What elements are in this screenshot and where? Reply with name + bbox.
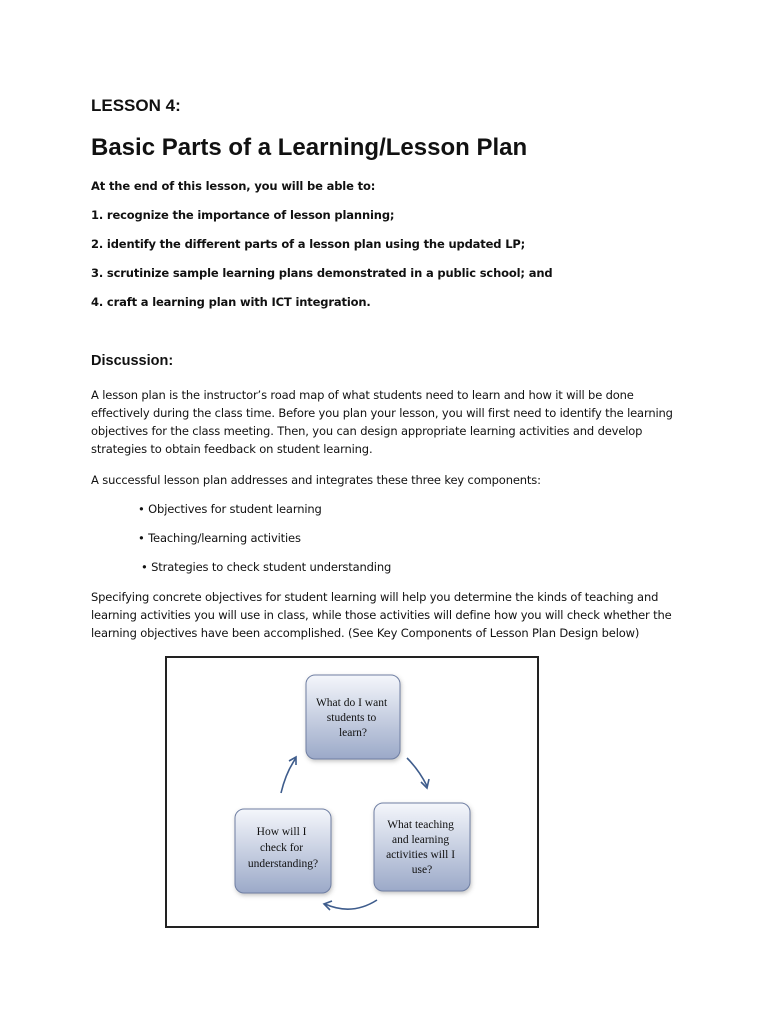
discussion-paragraph: A lesson plan is the instructor’s road map of what students need to learn and how it will be done effectively during the class time. Before you plan your lesson, you will first need to identify the learning objectives for the class meeting. Then, you can design appropriate learning activities and develop strategies to obtain feedback on student learning. — [91, 388, 673, 456]
bullet-item: • Strategies to check student understanding — [141, 560, 392, 574]
diagram-node-text: use? — [411, 864, 433, 876]
objective-item: 4. craft a learning plan with ICT integration. — [91, 295, 371, 309]
diagram-node-check — [235, 809, 331, 893]
cycle-arrow-icon — [407, 758, 429, 788]
diagram-node-text: check for — [260, 842, 304, 854]
objectives-intro: At the end of this lesson, you will be able to: — [91, 179, 376, 193]
discussion-heading: Discussion: — [91, 353, 174, 369]
diagram-node-text: activities will I — [386, 849, 456, 861]
diagram-node-activities — [374, 803, 470, 891]
diagram-node-learn — [306, 675, 400, 759]
discussion-paragraph: Specifying concrete objectives for student learning will help you determine the kinds of teaching and learning activities you will use in class, while those activities will define how you will check whether the learning objectives have been accomplished. (See Key Components of Lesson Plan Design below) — [91, 590, 672, 640]
discussion-paragraph: A successful lesson plan addresses and integrates these three key components: — [91, 473, 541, 487]
bullet-item: • Teaching/learning activities — [138, 531, 301, 545]
lesson-plan-cycle-diagram — [165, 656, 539, 928]
diagram-node-text: How will I — [256, 826, 307, 838]
objective-item: 3. scrutinize sample learning plans demonstrated in a public school; and — [91, 266, 553, 280]
cycle-arrow-icon — [281, 757, 296, 793]
diagram-node-text: students to — [326, 712, 377, 724]
diagram-node-text: learn? — [338, 727, 368, 739]
lesson-label: LESSON 4: — [91, 96, 181, 115]
diagram-node-text: and learning — [391, 834, 450, 846]
diagram-node-text: What teaching — [387, 819, 454, 831]
diagram-node-text: understanding? — [247, 858, 319, 870]
objective-item: 2. identify the different parts of a lesson plan using the updated LP; — [91, 237, 526, 251]
bullet-item: • Objectives for student learning — [138, 502, 322, 516]
diagram-node-text: What do I want — [315, 697, 388, 709]
objective-item: 1. recognize the importance of lesson planning; — [91, 208, 395, 222]
cycle-arrow-icon — [324, 900, 377, 910]
lesson-title: Basic Parts of a Learning/Lesson Plan — [91, 134, 528, 161]
